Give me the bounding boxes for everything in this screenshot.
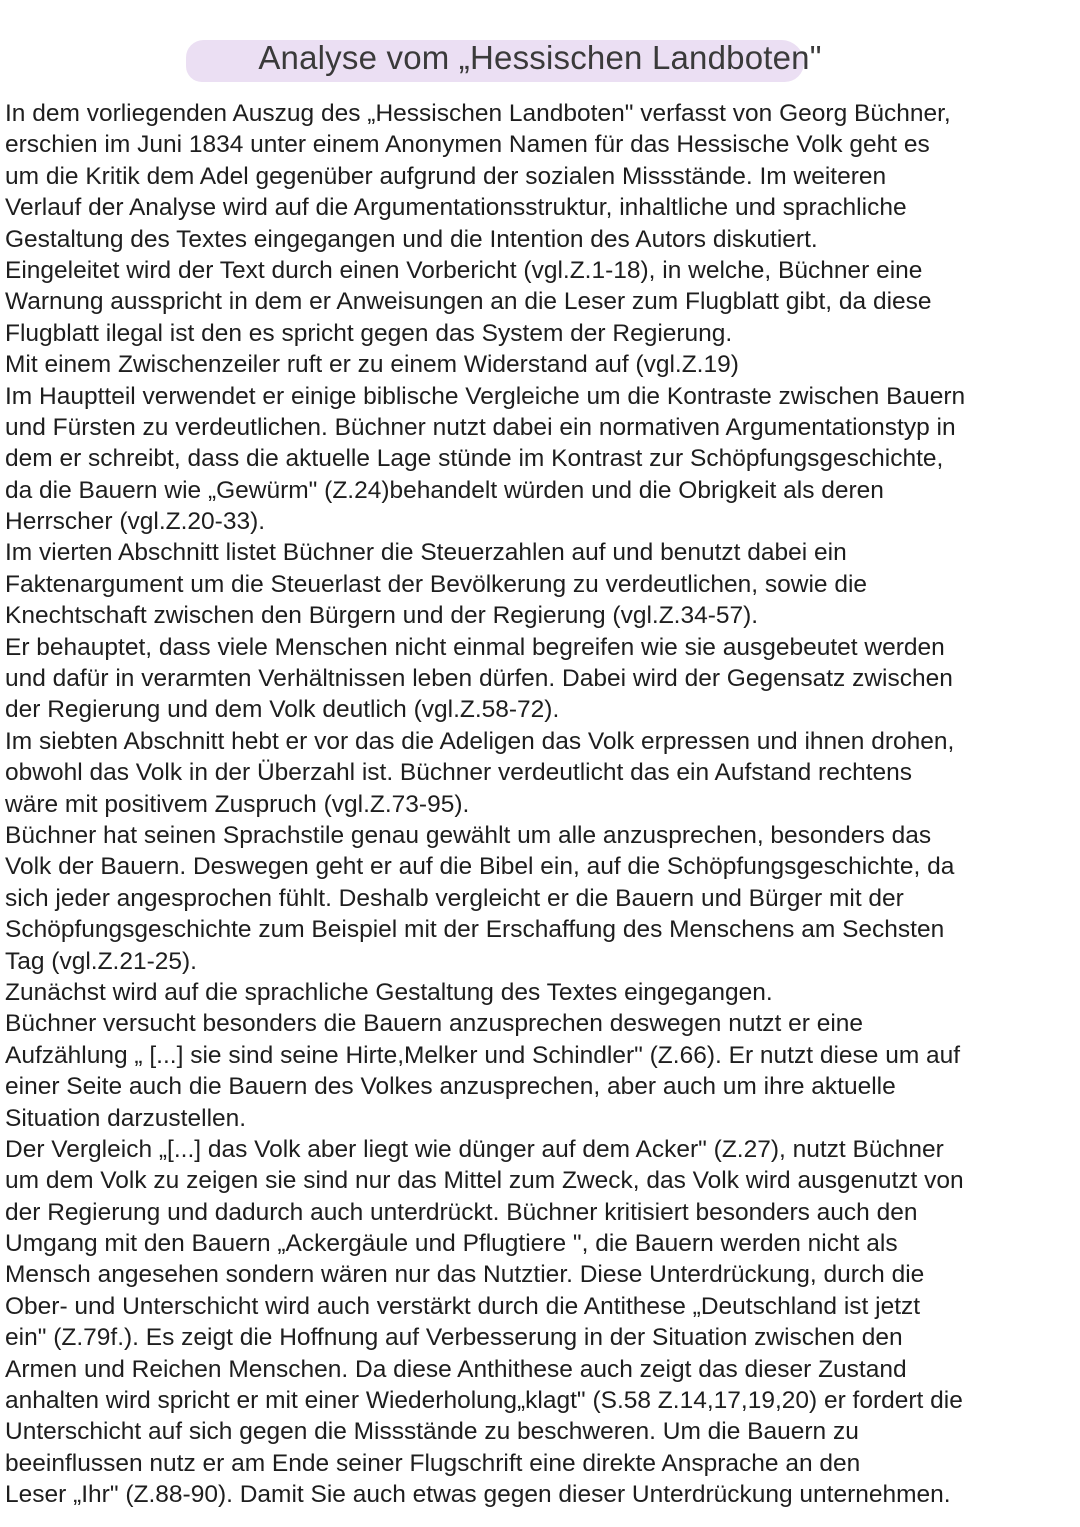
text-line: anhalten wird spricht er mit einer Wiederholung„klagt" (S.58 Z.14,17,19,20) er fordert die [5, 1387, 963, 1415]
text-line: In dem vorliegenden Auszug des „Hessischen Landboten" verfasst von Georg Büchner, [5, 100, 951, 127]
text-line: Schöpfungsgeschichte zum Beispiel mit der Erschaffung des Menschens am Sechsten [5, 916, 945, 944]
text-line: Leser „Ihr" (Z.88-90). Damit Sie auch etwas gegen dieser Unterdrückung unternehmen. [5, 1481, 951, 1509]
text-line: Der Vergleich „[...] das Volk aber liegt wie dünger auf dem Acker" (Z.27), nutzt Büchner [5, 1135, 944, 1163]
text-line: um die Kritik dem Adel gegenüber aufgrund der sozialen Missstände. Im weiteren [5, 162, 887, 190]
text-line: der Regierung und dadurch auch unterdrückt. Büchner kritisiert besonders auch den [5, 1198, 918, 1226]
text-line: Büchner versucht besonders die Bauern anzusprechen deswegen nutzt er eine [5, 1010, 864, 1038]
text-line: Gestaltung des Textes eingegangen und die Intention des Autors diskutiert. [5, 225, 818, 253]
essay-body [5, 98, 1075, 1511]
text-line: da die Bauern wie „Gewürm" (Z.24)behandelt würden und die Obrigkeit als deren [5, 476, 884, 504]
text-line: Situation darzustellen. [5, 1104, 247, 1132]
text-line: Knechtschaft zwischen den Bürgern und der Regierung (vgl.Z.34-57). [5, 602, 759, 630]
text-line: einer Seite auch die Bauern des Volkes anzusprechen, aber auch um ihre aktuelle [5, 1073, 896, 1101]
text-line: obwohl das Volk in der Überzahl ist. Büchner verdeutlicht das ein Aufstand rechtens [5, 759, 913, 787]
text-line: Tag (vgl.Z.21-25). [5, 947, 197, 975]
text-line: Im vierten Abschnitt listet Büchner die Steuerzahlen auf und benutzt dabei ein [5, 539, 847, 567]
text-line: Büchner hat seinen Sprachstile genau gewählt um alle anzusprechen, besonders das [5, 821, 932, 849]
text-line: dem er schreibt, dass die aktuelle Lage stünde im Kontrast zur Schöpfungsgeschichte, [5, 445, 944, 473]
text-line: sich jeder angesprochen fühlt. Deshalb vergleicht er die Bauern und Bürger mit der [5, 884, 904, 912]
text-line: Umgang mit den Bauern „Ackergäule und Pflugtiere ", die Bauern werden nicht als [5, 1230, 898, 1258]
text-line: Eingeleitet wird der Text durch einen Vorbericht (vgl.Z.1-18), in welche, Büchner eine [5, 256, 923, 284]
text-line: und dafür in verarmten Verhältnissen leben dürfen. Dabei wird der Gegensatz zwischen [5, 665, 953, 693]
text-line: und Fürsten zu verdeutlichen. Büchner nutzt dabei ein normativen Argumentationstyp in [5, 413, 956, 441]
text-line: Ober- und Unterschicht wird auch verstärkt durch die Antithese „Deutschland ist jetzt [5, 1292, 921, 1320]
text-line: Mit einem Zwischenzeiler ruft er zu einem Widerstand auf (vgl.Z.19) [5, 351, 739, 379]
text-line: Armen und Reichen Menschen. Da diese Anthithese auch zeigt das dieser Zustand [5, 1355, 907, 1383]
text-line: Aufzählung „ [...] sie sind seine Hirte,Melker und Schindler" (Z.66). Er nutzt diese um auf [5, 1041, 961, 1069]
text-line: Volk der Bauern. Deswegen geht er auf die Bibel ein, auf die Schöpfungsgeschichte, da [5, 853, 955, 881]
text-line: Verlauf der Analyse wird auf die Argumentationsstruktur, inhaltliche und sprachliche [5, 194, 907, 222]
text-line: um dem Volk zu zeigen sie sind nur das Mittel zum Zweck, das Volk wird ausgenutzt von [5, 1167, 964, 1195]
text-line: Er behauptet, dass viele Menschen nicht einmal begreifen wie sie ausgebeutet werden [5, 633, 945, 661]
text-line: Im siebten Abschnitt hebt er vor das die Adeligen das Volk erpressen und ihnen drohen, [5, 727, 955, 755]
text-line: ein" (Z.79f.). Es zeigt die Hoffnung auf Verbesserung in der Situation zwischen den [5, 1324, 903, 1352]
text-line: Mensch angesehen sondern wären nur das Nutztier. Diese Unterdrückung, durch die [5, 1261, 925, 1289]
text-line: beeinflussen nutz er am Ende seiner Flugschrift eine direkte Ansprache an den [5, 1449, 861, 1477]
text-line: Warnung ausspricht in dem er Anweisungen an die Leser zum Flugblatt gibt, da diese [5, 288, 932, 316]
text-line: erschien im Juni 1834 unter einem Anonymen Namen für das Hessische Volk geht es [5, 131, 930, 159]
text-line: Herrscher (vgl.Z.20-33). [5, 508, 266, 536]
page-title: Analyse vom „Hessischen Landboten" [258, 39, 822, 76]
title-block [0, 28, 1080, 88]
text-line: Unterschicht auf sich gegen die Missstände zu beschweren. Um die Bauern zu [5, 1418, 859, 1446]
text-line: Im Hauptteil verwendet er einige biblische Vergleiche um die Kontraste zwischen Bauern [5, 382, 966, 410]
text-line: Zunächst wird auf die sprachliche Gestaltung des Textes eingegangen. [5, 978, 773, 1006]
text-line: Faktenargument um die Steuerlast der Bevölkerung zu verdeutlichen, sowie die [5, 570, 868, 598]
text-line: Flugblatt ilegal ist den es spricht gegen das System der Regierung. [5, 319, 733, 347]
text-line: der Regierung und dem Volk deutlich (vgl.Z.58-72). [5, 696, 560, 724]
text-line: wäre mit positivem Zuspruch (vgl.Z.73-95). [5, 790, 470, 818]
